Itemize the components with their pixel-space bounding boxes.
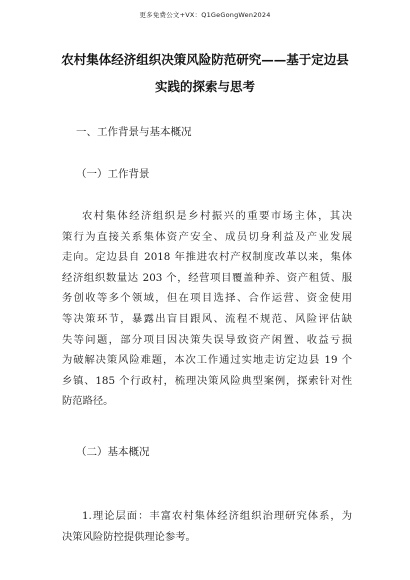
paragraph-line: 为破解决策风险难题，本次工作通过实地走访定边县 19 个 bbox=[62, 354, 352, 367]
paragraph-line: 决策风险防控提供理论参考。 bbox=[62, 530, 196, 543]
paragraph-line: 务创收等多个领域，但在项目选择、合作运营、资金使用 bbox=[62, 292, 352, 305]
document-title-line2: 实践的探索与思考 bbox=[154, 79, 255, 94]
paragraph-line: 防范路径。 bbox=[62, 395, 114, 408]
paragraph-line: 1.理论层面：丰富农村集体经济组织治理研究体系，为 bbox=[82, 510, 352, 522]
paragraph-line: 经济组织数量达 203 个，经营项目覆盖种养、资产租赁、服 bbox=[62, 271, 352, 284]
subsection-heading-1: （一）工作背景 bbox=[76, 168, 150, 180]
paragraph-work-background bbox=[62, 206, 352, 412]
paragraph-line: 农村集体经济组织是乡村振兴的重要市场主体，其决 bbox=[82, 210, 352, 222]
subsection-heading-2: （二）基本概况 bbox=[76, 446, 150, 458]
paragraph-basic-overview bbox=[62, 506, 352, 547]
top-banner: 更多免费公文+VX：Q1GeGongWen2024 bbox=[139, 11, 271, 19]
paragraph-line: 失等问题，部分项目因决策失误导致资产闲置、收益亏损 bbox=[62, 333, 352, 346]
paragraph-line: 乡镇、185 个行政村，梳理决策风险典型案例，探索针对性 bbox=[62, 374, 352, 387]
section-heading-1: 一、工作背景与基本概况 bbox=[76, 126, 192, 138]
paragraph-line: 走向。定边县自 2018 年推进农村产权制度改革以来，集体 bbox=[62, 251, 352, 264]
paragraph-line: 等决策环节，暴露出盲目跟风、流程不规范、风险评估缺 bbox=[62, 312, 352, 325]
document-title-line1: 农村集体经济组织决策风险防范研究——基于定边县 bbox=[61, 52, 349, 67]
paragraph-line: 策行为直接关系集体资产安全、成员切身利益及产业发展 bbox=[62, 230, 352, 243]
